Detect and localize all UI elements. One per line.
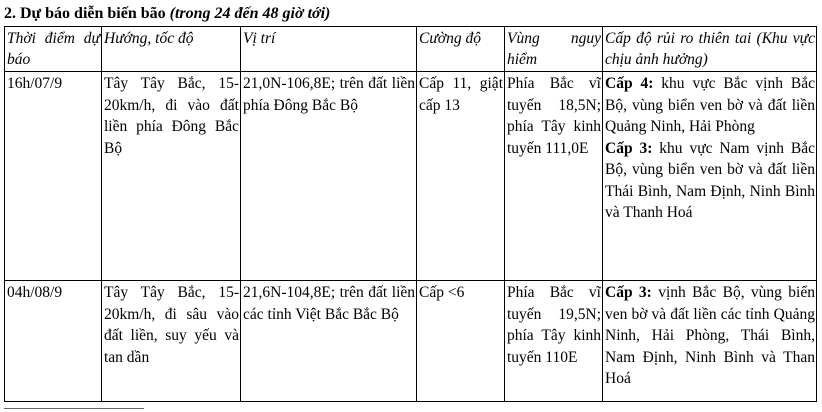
cell-intensity: Cấp 11, giật cấp 13 [417, 72, 505, 281]
risk-area-text: khu vực Nam vịnh Bắc Bộ, vùng biển ven bờ và đất liền Thái Bình, Nam Định, Ninh Bình và Thanh Hoá [605, 139, 815, 221]
header-intensity: Cường độ [417, 27, 505, 72]
header-direction-speed: Hướng, tốc độ [102, 27, 241, 72]
cut-off-next-line [4, 403, 184, 412]
header-danger-zone: Vùng nguy hiểm [505, 27, 603, 72]
cell-position: 21,6N-104,8E; trên đất liền các tỉnh Việt Bắc Bắc Bộ [241, 281, 417, 402]
risk-entry [605, 138, 815, 224]
cell-direction: Tây Tây Bắc, 15-20km/h, đi vào đất liền phía Đông Bắc Bộ [102, 72, 241, 281]
table-row [5, 72, 817, 281]
cell-direction: Tây Tây Bắc, 15-20km/h, đi sâu vào đất liền, suy yếu và tan dần [102, 281, 241, 402]
risk-level-label: Cấp 3: [605, 284, 652, 301]
risk-level-label: Cấp 3: [605, 139, 653, 157]
cell-position: 21,0N-106,8E; trên đất liền phía Đông Bắc Bộ [241, 72, 417, 281]
risk-area-text: khu vực Bắc vịnh Bắc Bộ, vùng biển ven bờ và đất liền Quảng Ninh, Hải Phòng [605, 75, 815, 135]
header-position: Vị trí [241, 27, 417, 72]
storm-forecast-table [4, 26, 817, 402]
cell-time: 16h/07/9 [5, 72, 102, 281]
risk-entry [605, 282, 815, 390]
header-risk-level: Cấp độ rủi ro thiên tai (Khu vực chịu ảnh hưởng) [603, 27, 817, 72]
section-heading-subtitle: (trong 24 đến 48 giờ tới) [169, 5, 331, 22]
cell-time: 04h/08/9 [5, 281, 102, 402]
cut-off-text-fragment [4, 408, 144, 411]
cell-danger-zone: Phía Bắc vĩ tuyến 18,5N; phía Tây kinh tuyến 111,0E [505, 72, 603, 281]
risk-area-text: vịnh Bắc Bộ, vùng biển ven bờ và đất liền các tỉnh Quảng Ninh, Hải Phòng, Thái Bình, Nam Định, Ninh Bình và Than Hoá [605, 284, 815, 387]
risk-entry [605, 73, 815, 138]
risk-level-label: Cấp 4: [605, 75, 654, 92]
section-heading-title: 2. Dự báo diễn biến bão [4, 5, 166, 22]
cell-danger-zone: Phía Bắc vĩ tuyến 19,5N; phía Tây kinh tuyến 110E [505, 281, 603, 402]
header-forecast-time: Thời điểm dự báo [5, 27, 102, 72]
table-header-row [5, 27, 817, 72]
table-row [5, 281, 817, 402]
section-heading [4, 2, 330, 26]
cell-risk [603, 72, 817, 281]
cell-intensity: Cấp <6 [417, 281, 505, 402]
cell-risk [603, 281, 817, 402]
